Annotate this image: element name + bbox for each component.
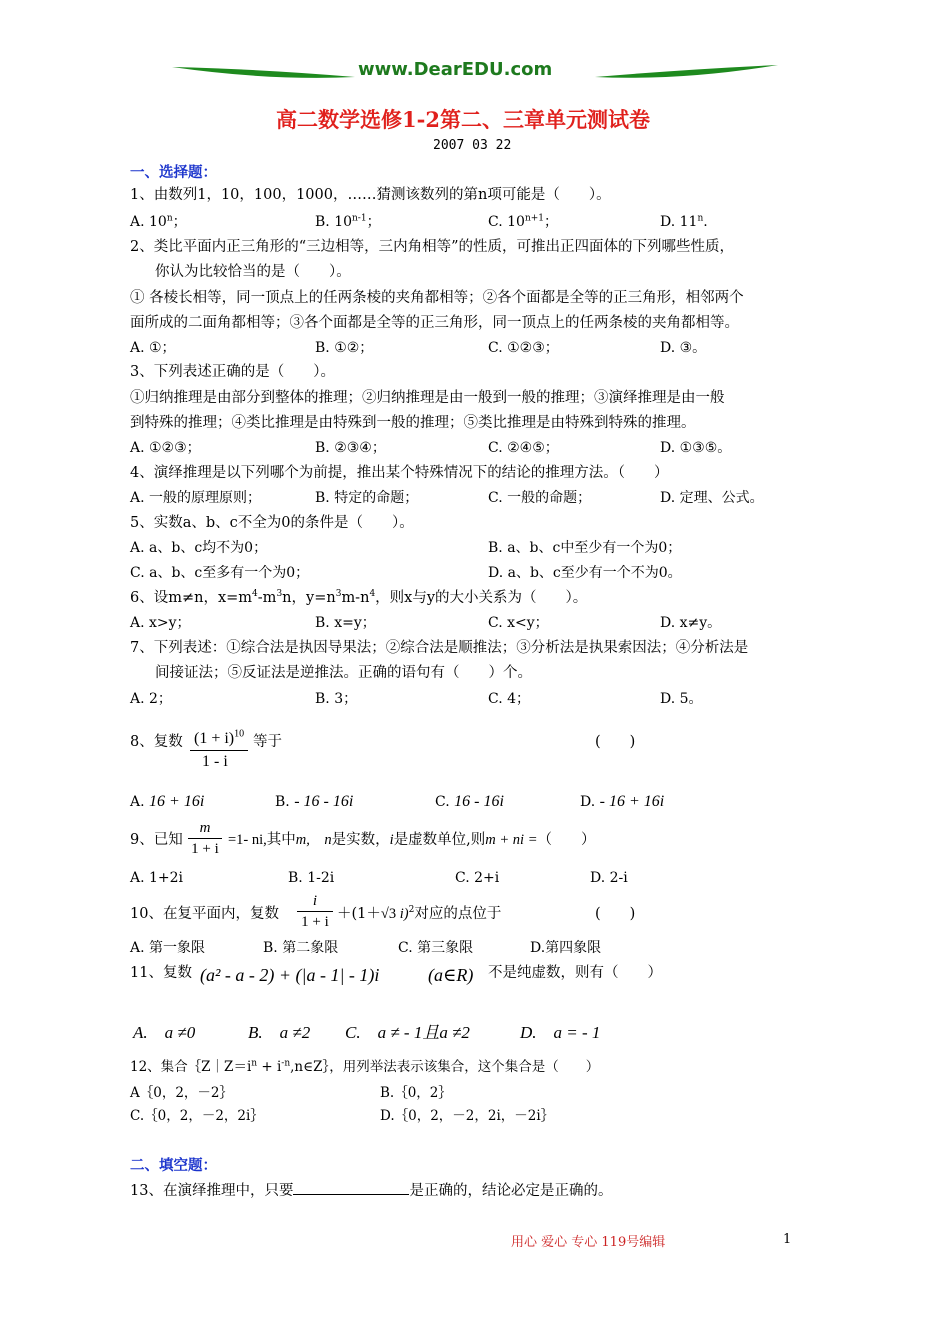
q9-option-b: B. 1-2i — [288, 870, 335, 886]
header-logo — [170, 55, 780, 91]
question-8-suffix: 等于 — [253, 734, 282, 750]
question-6: 6、设m≠n，$x=m^4-m^3n$，$y=n^3m-n^4$，则x与y的大小关系为（ ）。 — [130, 589, 588, 606]
header-site-text: www.DearEDU.com — [358, 59, 553, 80]
q7-option-b: B. 3； — [315, 691, 358, 707]
q8-option-b: B. - 16 - 16i — [275, 793, 354, 810]
question-4: 4、演绎推理是以下列哪个为前提，推出某个特殊情况下的结论的推理方法。（ ） — [130, 465, 669, 481]
q1-option-d: D. 11$^n$. — [660, 213, 708, 230]
question-3-line-1: 3、下列表述正确的是（ ）。 — [130, 364, 335, 380]
q6-option-b: B. x=y； — [315, 615, 376, 631]
q3-option-d: D. ①③⑤。 — [660, 440, 732, 456]
question-3-line-3: 到特殊的推理；④类比推理是由特殊到一般的推理；⑤类比推理是由特殊到特殊的推理。 — [130, 415, 696, 431]
q11-option-b: B. a ≠2 — [248, 1023, 311, 1042]
section-choice-heading: 一、选择题： — [130, 164, 217, 181]
q1-option-b: B. 10$^{n-1}$； — [315, 213, 381, 230]
q7-option-a: A. 2； — [130, 691, 172, 707]
q8-option-a: A. 16 + 16i — [130, 793, 205, 810]
q5-option-c: C. a、b、c至多有一个为0； — [130, 565, 310, 581]
q12-option-b: B.｛0，2｝ — [380, 1085, 452, 1101]
q3-option-c: C. ②④⑤； — [488, 440, 559, 456]
q8-option-d: D. - 16 + 16i — [580, 793, 665, 810]
q9-fraction — [188, 818, 222, 859]
q13-answer-blank[interactable] — [293, 1180, 409, 1195]
q2-option-c: C. ①②③； — [488, 340, 559, 356]
q2-option-b: B. ①②； — [315, 340, 374, 356]
question-13: 13、在演绎推理中，只要 是正确的，结论必定是正确的。 — [130, 1180, 612, 1201]
q10-answer-paren: ( ) — [595, 906, 636, 922]
q6-option-a: A. x>y； — [130, 615, 191, 631]
q3-option-a: A. ①②③； — [130, 440, 201, 456]
q4-option-c: C. 一般的命题； — [488, 490, 592, 506]
q9-option-a: A. 1+2i — [130, 870, 184, 886]
q9-option-c: C. 2+i — [455, 870, 500, 886]
q12-option-a: A｛0，2，－2｝ — [130, 1085, 234, 1101]
q6-option-d: D. x≠y。 — [660, 615, 722, 631]
q12-option-c: C.｛0，2，－2，2i｝ — [130, 1108, 264, 1124]
q3-option-b: B. ②③④； — [315, 440, 386, 456]
q6-option-c: C. x<y； — [488, 615, 549, 631]
q8-answer-paren: ( ) — [595, 734, 636, 750]
question-3-line-2: ①归纳推理是由部分到整体的推理；②归纳推理是由一般到一般的推理；③演绎推理是由一般 — [130, 390, 725, 406]
footer-editor-text: 用心 爱心 专心 119号编辑 — [511, 1235, 666, 1250]
question-8-prefix: 8、复数 — [130, 734, 183, 750]
question-1: 1、由数列1，10，100，1000，……猜测该数列的第n项可能是（ ）。 — [130, 187, 611, 203]
question-10-prefix: 10、在复平面内，复数 — [130, 906, 279, 922]
exam-date: 2007 03 22 — [433, 138, 512, 153]
q11-condition: (a∈R) — [428, 965, 474, 985]
question-2-line-3: ① 各棱长相等，同一顶点上的任两条棱的夹角都相等；②各个面都是全等的正三角形，相邻两个 — [130, 290, 744, 306]
q8-denominator: 1 - i — [202, 753, 228, 770]
q4-option-d: D. 定理、公式。 — [660, 490, 764, 506]
q2-option-a: A. ①； — [130, 340, 176, 356]
q8-numerator: $(1 + i)^{10}$ — [194, 728, 245, 747]
question-10-body: ＋(1＋√3 i)$^2$对应的点位于 — [337, 905, 502, 922]
q8-option-c: C. 16 - 16i — [435, 793, 504, 810]
question-11-prefix: 11、复数 — [130, 965, 192, 981]
q11-option-a: A. a ≠0 — [133, 1023, 196, 1042]
q10-option-c: C. 第三象限 — [398, 940, 474, 956]
question-11-suffix: 不是纯虚数，则有（ ） — [488, 965, 662, 981]
q5-option-a: A. a、b、c均不为0； — [130, 540, 268, 556]
question-12: 12、集合$\{Z|Z=i^n$ + $i^{-n},n\in Z\}$，用列举法表示该集合，这个集合是（ ） — [130, 1058, 600, 1075]
q11-option-d: D. a = - 1 — [520, 1023, 601, 1042]
q9-numerator: m — [199, 820, 211, 836]
question-9-prefix: 9、已知 — [130, 832, 183, 848]
question-9-body: =1- ni,其中m, n是实数，i是虚数单位,则m + ni =（ ） — [228, 832, 596, 848]
q4-option-a: A. 一般的原理原则； — [130, 490, 262, 506]
q10-fraction — [297, 891, 333, 932]
question-7-line-1: 7、下列表述：①综合法是执因导果法；②综合法是顺推法；③分析法是执果索因法；④分析法是 — [130, 640, 749, 656]
section-fill-heading: 二、填空题： — [130, 1157, 217, 1174]
question-5: 5、实数a、b、c不全为0的条件是（ ）。 — [130, 515, 414, 531]
question-2-line-1: 2、类比平面内正三角形的“三边相等，三内角相等”的性质，可推出正四面体的下列哪些性质， — [130, 239, 735, 255]
q1-option-a: A. 10$^n$； — [130, 213, 187, 230]
q11-option-c: C. a ≠ - 1且a ≠2 — [345, 1023, 470, 1042]
q11-expression: (a² - a - 2) + (|a - 1| - 1)i — [200, 965, 380, 985]
q5-option-b: B. a、b、c中至少有一个为0； — [488, 540, 682, 556]
q10-option-a: A. 第一象限 — [130, 940, 206, 956]
q9-option-d: D. 2-i — [590, 870, 628, 886]
page-number: 1 — [783, 1232, 792, 1247]
q10-option-b: B. 第二象限 — [263, 940, 339, 956]
q12-option-d: D.｛0，2，－2，2i，－2i｝ — [380, 1108, 555, 1124]
q7-option-c: C. 4； — [488, 691, 531, 707]
question-2-line-2: 你认为比较恰当的是（ ）。 — [155, 264, 351, 280]
q10-numerator: i — [312, 893, 318, 909]
q10-option-d: D.第四象限 — [530, 940, 602, 956]
q9-denominator: 1 + i — [191, 841, 219, 857]
q8-fraction — [190, 728, 248, 773]
q2-option-d: D. ③。 — [660, 340, 707, 356]
q5-option-d: D. a、b、c至少有一个不为0。 — [488, 565, 682, 581]
q4-option-b: B. 特定的命题； — [315, 490, 419, 506]
q1-option-c: C. $10^{n+1}$； — [488, 213, 559, 230]
page-title: 高二数学选修1-2第二、三章单元测试卷 — [276, 107, 650, 132]
question-7-line-2: 间接证法；⑤反证法是逆推法。正确的语句有（ ）个。 — [155, 665, 532, 681]
q10-denominator: 1 + i — [301, 914, 329, 930]
q7-option-d: D. 5。 — [660, 691, 703, 707]
question-2-line-4: 面所成的二面角都相等；③各个面都是全等的正三角形，同一顶点上的任两条棱的夹角都相等。 — [130, 315, 739, 331]
